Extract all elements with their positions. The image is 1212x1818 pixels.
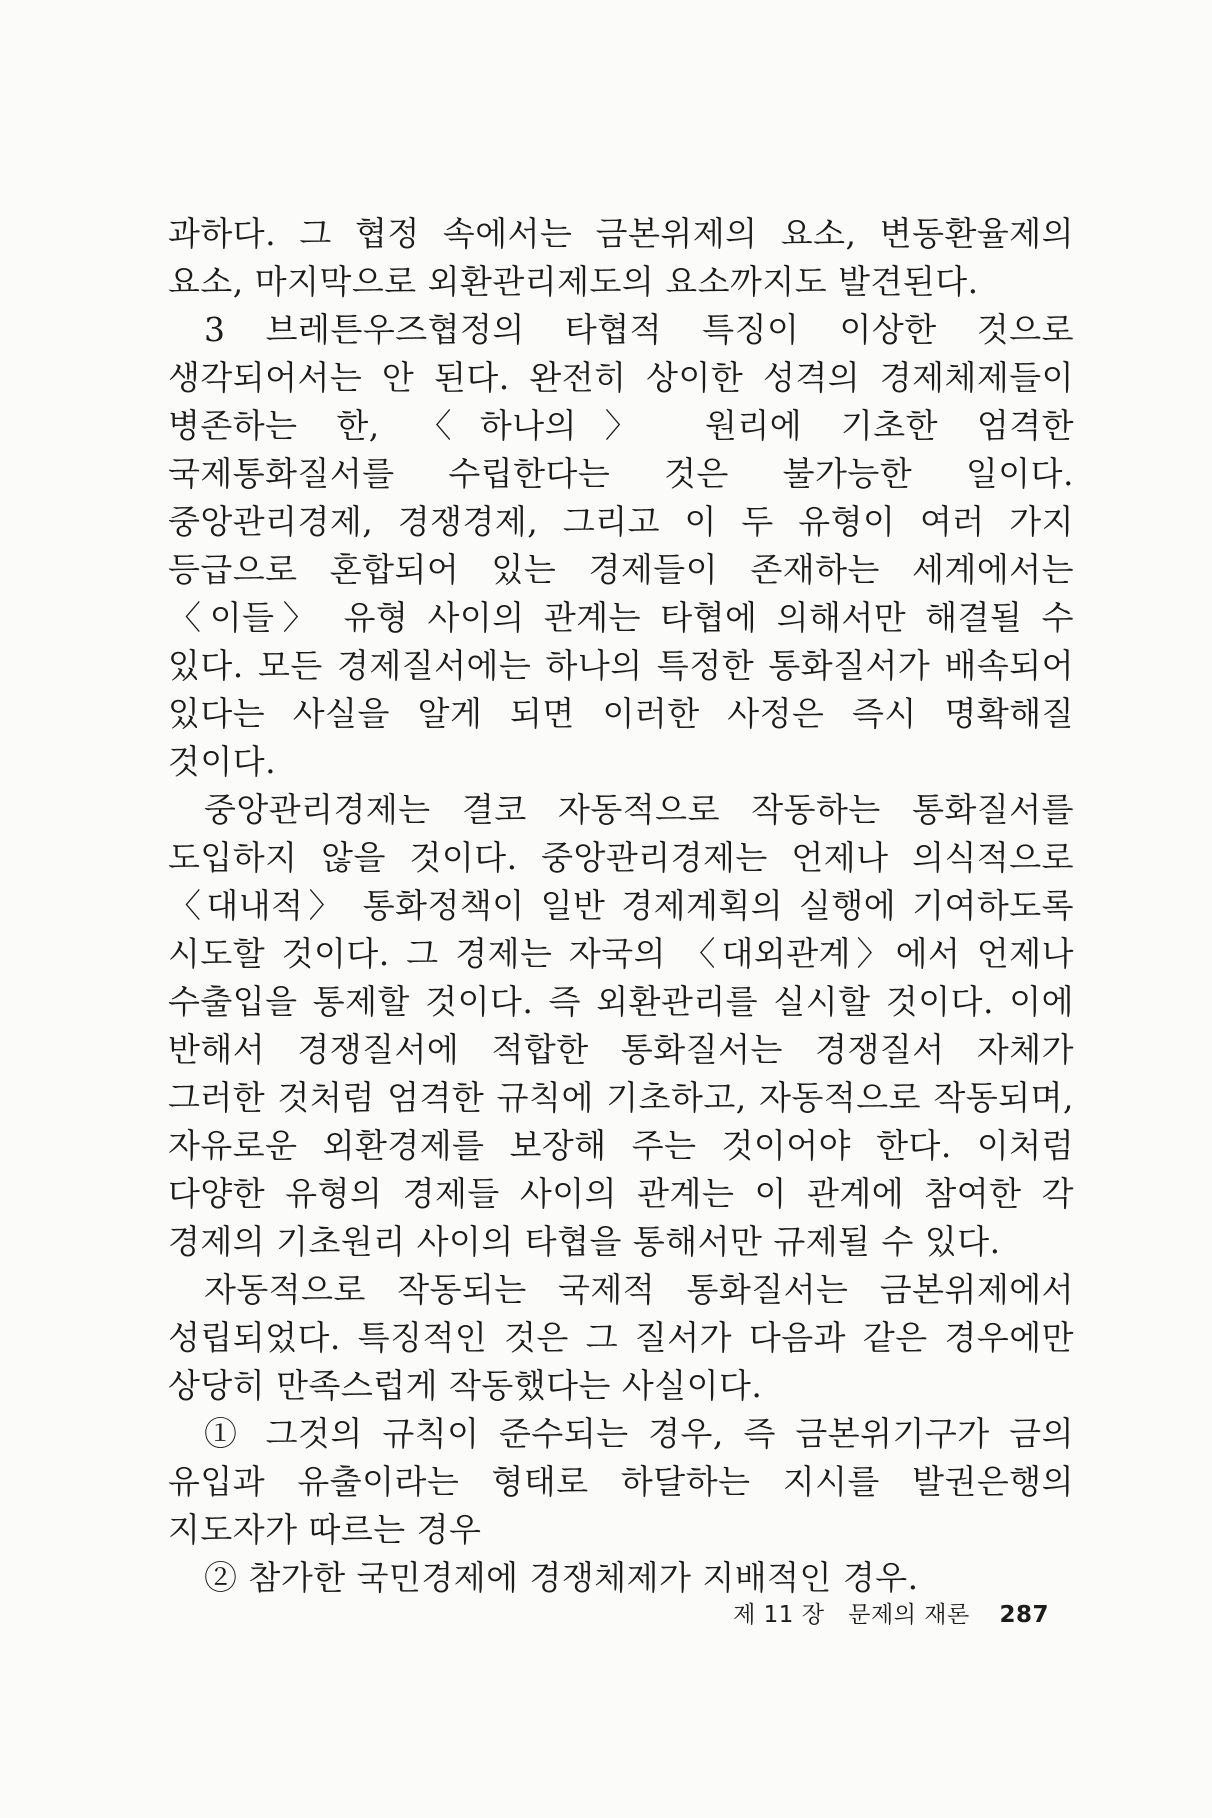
paragraph-central-economy: 중앙관리경제는 결코 자동적으로 작동하는 통화질서를 도입하지 않을 것이다. 중앙관리경제는 언제나 의식적으로 〈대내적〉 통화정책이 일반 경제계획의 실행에 기여하도록 시도할 것이다. 그 경제는 자국의 〈대외관계〉에서 언제나 수출입을 통제할 것이다. 즉 외환관리를 실시할 것이다. 이에 반해서 경쟁질서에 적합한 통화질서는 경쟁질서 자체가 그러한 것처럼 엄격한 규칙에 기초하고, 자동적으로 작동되며, 자유로운 외환경제를 보장해 주는 것이어야 한다. 이처럼 다양한 유형의 경제들 사이의 관계는 이 관계에 참여한 각 경제의 기초원리 사이의 타협을 통해서만 규제될 수 있다. [168, 790, 1074, 1261]
body-text [168, 210, 1074, 1602]
list-item-2: ② 참가한 국민경제에 경쟁체제가 지배적인 경우. [204, 1558, 919, 1597]
paragraph-continued: 과하다. 그 협정 속에서는 금본위제의 요소, 변동환율제의 요소, 마지막으로 외환관리제도의 요소까지도 발견된다. [168, 214, 1074, 301]
page-footer [733, 1596, 1049, 1629]
paragraph-gold-standard: 자동적으로 작동되는 국제적 통화질서는 금본위제에서 성립되었다. 특징적인 것은 그 질서가 다음과 같은 경우에만 상당히 만족스럽게 작동했다는 사실이다. [168, 1270, 1074, 1405]
chapter-title: 문제의 재론 [848, 1602, 970, 1628]
chapter-label: 제 11 장 [733, 1602, 825, 1628]
paragraph-section-3: 3 브레튼우즈협정의 타협적 특징이 이상한 것으로 생각되어서는 안 된다. 완전히 상이한 성격의 경제체제들이 병존하는 한, 〈하나의〉 원리에 기초한 엄격한 국제통화질서를 수립한다는 것은 불가능한 일이다. 중앙관리경제, 경쟁경제, 그리고 이 두 유형이 여러 가지 등급으로 혼합되어 있는 경제들이 존재하는 세계에서는 〈이들〉 유형 사이의 관계는 타협에 의해서만 해결될 수 있다. 모든 경제질서에는 하나의 특정한 통화질서가 배속되어 있다는 사실을 알게 되면 이러한 사정은 즉시 명확해질 것이다. [168, 310, 1074, 781]
list-item-1: ① 그것의 규칙이 준수되는 경우, 즉 금본위기구가 금의 유입과 유출이라는 형태로 하달하는 지시를 발권은행의 지도자가 따르는 경우 [168, 1414, 1074, 1549]
page-number: 287 [999, 1602, 1049, 1628]
